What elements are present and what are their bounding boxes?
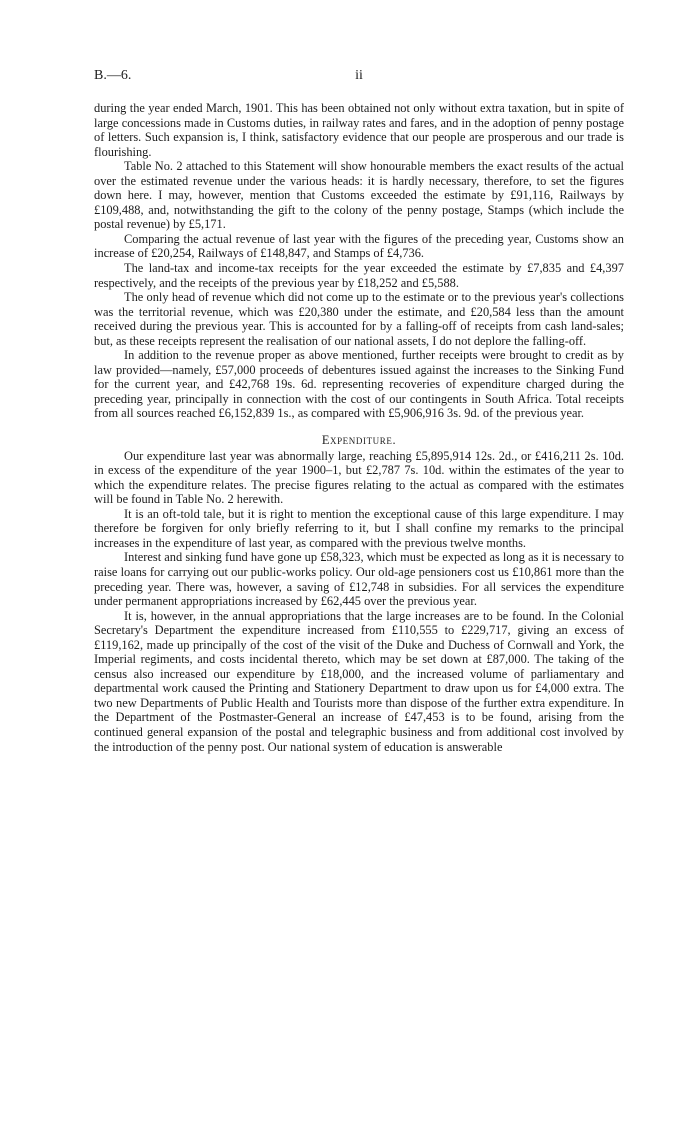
revenue-paragraph-further-receipts: In addition to the revenue proper as above mentioned, further receipts were brought to credit as by law provided—namely, £57,000 proceeds of debentures issued against the increases to the Sinking Fund for the current year, and £42,768 19s. 6d. representing recoveries of expenditure charged during the preceding year, principally in connection with the cost of our contingents in South Africa. Total receipts from all sources reached £6,152,839 1s., as compared with £5,906,916 3s. 9d. of the previous year. — [94, 348, 624, 421]
page-number: ii — [355, 68, 363, 83]
section-heading-expenditure: Expenditure. — [321, 433, 397, 448]
expenditure-paragraph-total: Our expenditure last year was abnormally large, reaching £5,895,914 12s. 2d., or £416,211 2s. 10d. in excess of the expenditure of the year 1900–1, but £2,787 7s. 10d. within the estimates of the year to which the expenditure relates. The precise figures relating to the actual as compared with the estimates will be found in Table No. 2 herewith. — [94, 448, 624, 507]
expenditure-paragraph-interest: Interest and sinking fund have gone up £58,323, which must be expected as long as it is necessary to raise loans for carrying out our public-works policy. Our old-age pensioners cost us £10,861 more than the preceding year. There was, however, a saving of £12,748 in subsidies. For all services the expenditure under permanent appropriations increased by £62,445 over the previous year. — [94, 550, 624, 609]
running-header — [94, 68, 624, 88]
document-reference: B.—6. — [94, 68, 132, 83]
revenue-paragraph-territorial: The only head of revenue which did not come up to the estimate or to the previous year's collections was the territorial revenue, which was £20,380 under the estimate, and £20,584 less than the amount received during the previous year. This is accounted for by a falling-off of receipts from cash land-sales; but, as these receipts represent the realisation of our national assets, I do not deplore the falling-off. — [94, 290, 624, 348]
body-text — [94, 101, 624, 754]
document-page — [94, 68, 624, 754]
expenditure-paragraph-cause: It is an oft-told tale, but it is right to mention the exceptional cause of this large expenditure. I may therefore be forgiven for only briefly referring to it, but I shall confine my remarks to the principal increases in the expenditure of last year, as compared with the previous twelve months. — [94, 506, 624, 550]
revenue-paragraph-land-income-tax: The land-tax and income-tax receipts for the year exceeded the estimate by £7,835 and £4,397 respectively, and the receipts of the previous year by £18,252 and £5,588. — [94, 261, 624, 290]
revenue-paragraph-comparison: Comparing the actual revenue of last year with the figures of the preceding year, Customs show an increase of £20,254, Railways of £148,847, and Stamps of £4,736. — [94, 231, 624, 261]
revenue-paragraph-continued: during the year ended March, 1901. This has been obtained not only without extra taxation, but in spite of large concessions made in Customs duties, in railway rates and fares, and in the adoption of penny postage of letters. Such expansion is, I think, satisfactory evidence that our people are prosperous and our trade is flourishing. — [94, 101, 624, 159]
revenue-paragraph-table-reference: Table No. 2 attached to this Statement will show honourable members the exact results of the actual over the estimated revenue under the various heads: it is hardly necessary, therefore, to set the figures down here. I may, however, mention that Customs exceeded the estimate by £91,116, Railways by £109,488, and, notwithstanding the gift to the colony of the penny postage, Stamps (which include the postal revenue) by £5,171. — [94, 159, 624, 232]
expenditure-paragraph-annual-appropriations: It is, however, in the annual appropriations that the large increases are to be found. In the Colonial Secretary's Department the expenditure increased from £110,555 to £229,717, giving an excess of £119,162, made up principally of the cost of the visit of the Duke and Duchess of Cornwall and York, the Imperial regiments, and costs incidental thereto, which may be set down at £87,000. The taking of the census also increased our expenditure by £18,000, and the increased volume of parliamentary and departmental work caused the Printing and Stationery Department to draw upon us for £4,000 extra. The two new Departments of Public Health and Tourists more than dispose of the further extra expenditure. In the Department of the Postmaster-General an increase of £47,453 is to be found, arising from the continued general expansion of the postal and telegraphic business and from additional cost involved by the introduction of the penny post. Our national system of education is answerable — [94, 608, 624, 754]
